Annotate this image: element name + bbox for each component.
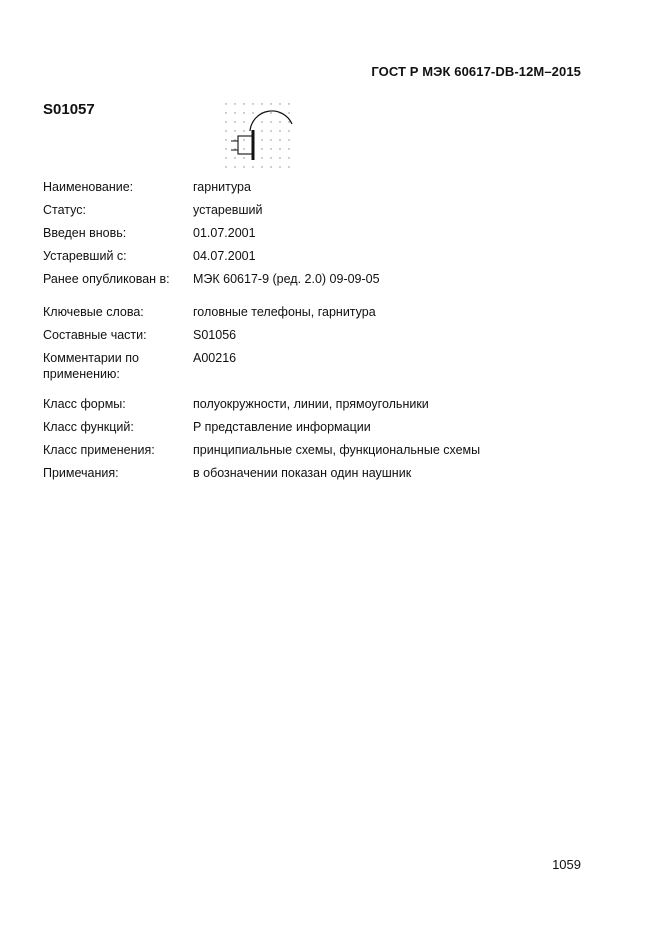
field-label: Ранее опубликован в: — [43, 272, 170, 286]
field-row — [43, 465, 603, 488]
field-value: гарнитура — [193, 180, 251, 194]
field-value: в обозначении показан один наушник — [193, 466, 412, 480]
field-value: A00216 — [193, 351, 237, 365]
page-number: 1059 — [552, 857, 581, 872]
field-label: Примечания: — [43, 466, 119, 480]
field-row — [43, 225, 603, 248]
field-row — [43, 304, 603, 327]
field-value: устаревший — [193, 203, 263, 217]
field-value: полуокружности, линии, прямоугольники — [193, 397, 429, 411]
field-label: Класс применения: — [43, 443, 155, 457]
symbol-code: S01057 — [43, 101, 95, 118]
field-row — [43, 202, 603, 225]
field-label: Класс формы: — [43, 397, 126, 411]
field-label: Ключевые слова: — [43, 305, 144, 319]
field-label: Введен вновь: — [43, 226, 127, 240]
field-value: S01056 — [193, 328, 237, 342]
field-row — [43, 248, 603, 271]
field-label: Устаревший с: — [43, 249, 127, 263]
main-fields — [43, 179, 603, 294]
field-value: головные телефоны, гарнитура — [193, 305, 376, 319]
field-value: 01.07.2001 — [193, 226, 256, 240]
field-label: Наименование: — [43, 180, 134, 194]
field-row — [43, 350, 603, 396]
field-row — [43, 419, 603, 442]
field-value: МЭК 60617-9 (ред. 2.0) 09-09-05 — [193, 272, 380, 286]
field-value: P представление информации — [193, 420, 371, 434]
attribute-table — [43, 179, 603, 488]
field-row — [43, 327, 603, 350]
field-label: Класс функций: — [43, 420, 134, 434]
field-label: Составные части: — [43, 328, 147, 342]
field-row — [43, 271, 603, 294]
field-row — [43, 179, 603, 202]
field-value: принципиальные схемы, функциональные схемы — [193, 443, 481, 457]
headset-symbol-icon — [222, 100, 298, 172]
field-label: Комментарии по применению: — [43, 351, 139, 381]
document-header: ГОСТ Р МЭК 60617-DB-12M–2015 — [371, 64, 581, 79]
field-row — [43, 396, 603, 419]
extra-fields — [43, 304, 603, 488]
field-row — [43, 442, 603, 465]
field-value: 04.07.2001 — [193, 249, 256, 263]
field-label: Статус: — [43, 203, 86, 217]
